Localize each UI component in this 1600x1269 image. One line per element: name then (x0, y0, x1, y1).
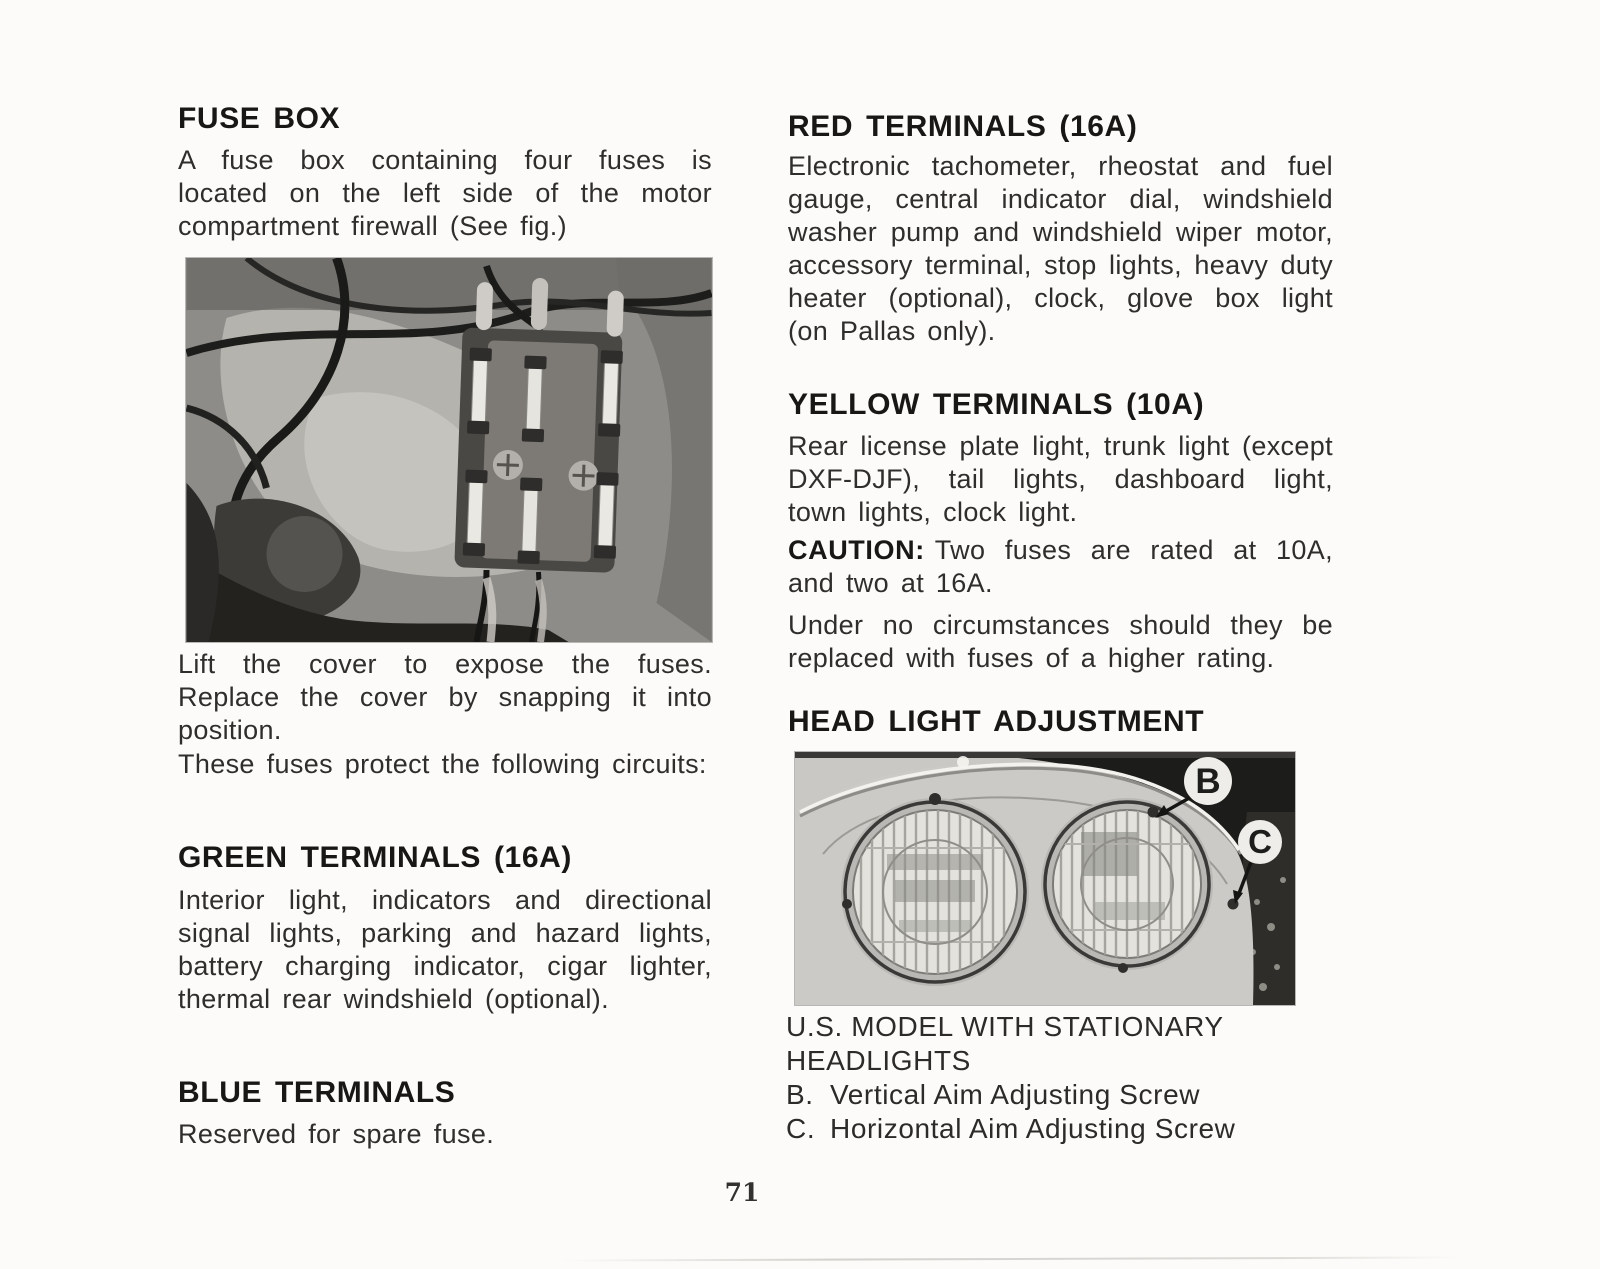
page-number: 71 (724, 1178, 760, 1207)
headlight-photo-art (795, 752, 1295, 1005)
caption-line-2: HEADLIGHTS (786, 1045, 971, 1076)
green-terminals-body: Interior light, indicators and directional signal lights, parking and hazard lights, battery charging indicator, cigar lighter, thermal rear windshield (optional). (178, 885, 712, 1014)
page-edge-shadow (560, 1256, 1460, 1261)
fuse-box-intro: A fuse box containing four fuses is located on the left side of the motor compartment firewall (See fig.) (178, 145, 712, 241)
blue-terminals-heading: BLUE TERMINALS (178, 1076, 456, 1109)
headlight-photo (795, 752, 1295, 1005)
fuse-box-photo-art (186, 258, 712, 642)
green-terminals-heading: GREEN TERMINALS (16A) (178, 841, 572, 874)
caption-item-b (786, 1078, 1346, 1112)
fuse-box-after-photo-1: Lift the cover to expose the fuses. Replace the cover by snapping it into position. (178, 649, 712, 745)
marker-b-label: B (1195, 762, 1221, 801)
caption-line-1: U.S. MODEL WITH STATIONARY (786, 1011, 1224, 1042)
caption-item-b-text: Vertical Aim Adjusting Screw (830, 1079, 1201, 1110)
fuse-box-after-photo-2: These fuses protect the following circuits: (178, 749, 707, 779)
caution-block (788, 534, 1333, 675)
caption-item-b-letter: B. (786, 1079, 814, 1110)
blue-terminals-body: Reserved for spare fuse. (178, 1119, 495, 1149)
caution-paragraph-2: Under no circumstances should they be replaced with fuses of a higher rating. (788, 610, 1333, 673)
caption-item-c-letter: C. (786, 1113, 816, 1144)
fuse-box-heading: FUSE BOX (178, 102, 341, 135)
headlight-caption (786, 1010, 1346, 1146)
marker-c-label: C (1248, 823, 1272, 860)
caption-item-c-text: Horizontal Aim Adjusting Screw (830, 1113, 1236, 1144)
caption-item-c (786, 1112, 1346, 1146)
yellow-terminals-heading: YELLOW TERMINALS (10A) (788, 388, 1205, 421)
red-terminals-body: Electronic tachometer, rheostat and fuel gauge, central indicator dial, windshield washer pump and windshield wiper motor, accessory terminal, stop lights, heavy duty heater (optional), clock, glove box light (on Pallas only). (788, 151, 1333, 346)
red-terminals-heading: RED TERMINALS (16A) (788, 110, 1138, 143)
caution-paragraph-1 (788, 534, 1333, 600)
caution-text-1: Two fuses are rated at 10A, and two at 16A. (788, 535, 1333, 598)
yellow-terminals-body: Rear license plate light, trunk light (except DXF-DJF), tail lights, dashboard light, town lights, clock light. (788, 431, 1333, 527)
caution-label: CAUTION: (788, 535, 925, 565)
headlight-adjustment-heading: HEAD LIGHT ADJUSTMENT (788, 705, 1205, 738)
fuse-box-photo (186, 258, 712, 642)
